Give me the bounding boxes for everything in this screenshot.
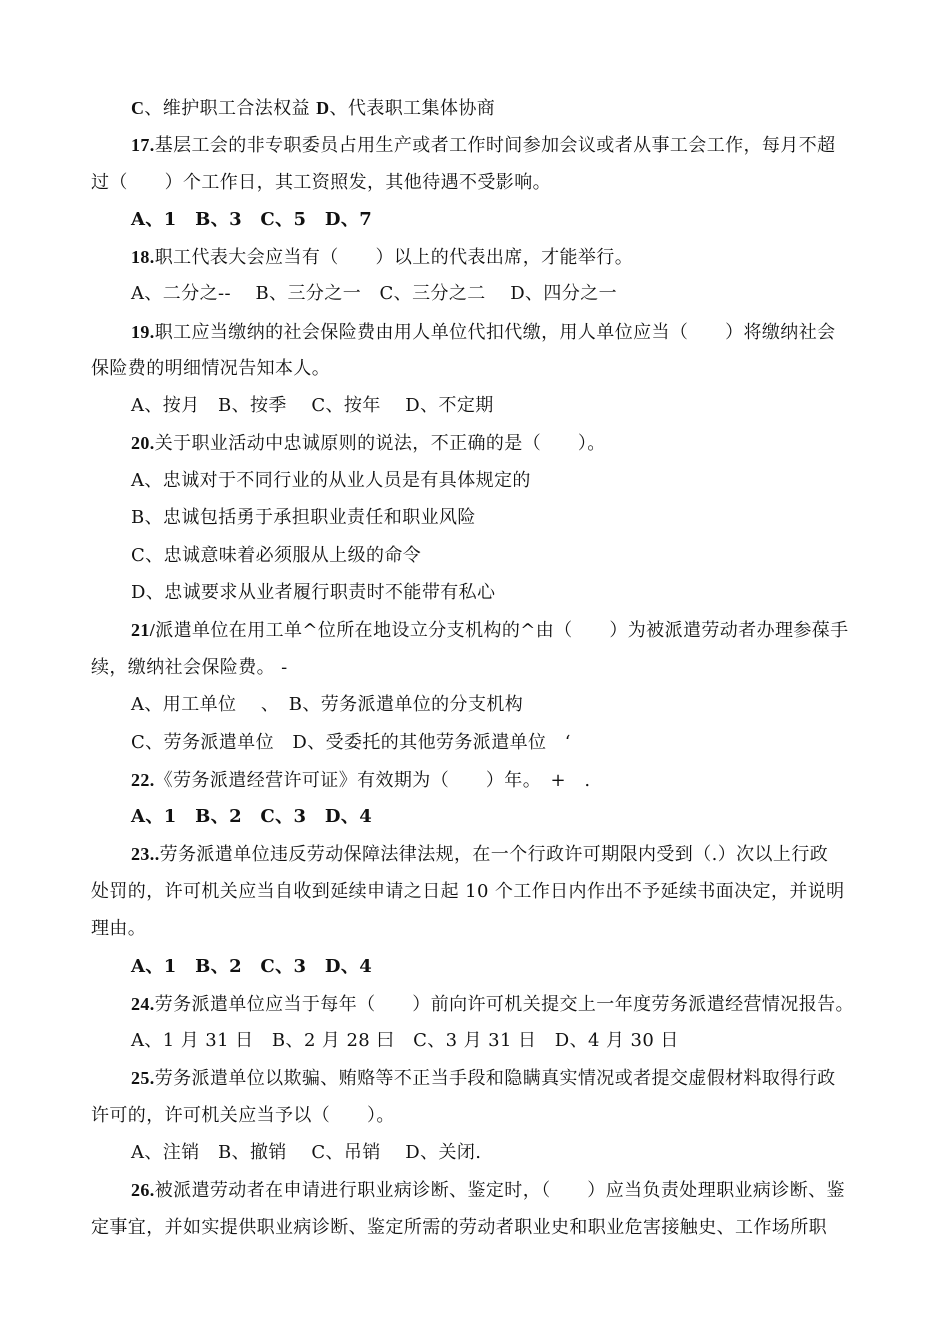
question-21 (131, 618, 849, 643)
question-18 (131, 245, 633, 270)
question-25 (131, 1066, 836, 1091)
question-19-options: A、按月 B、按季 C、按年 D、不定期 (131, 395, 494, 416)
question-number: 26. (131, 1180, 155, 1200)
question-number: 17. (131, 135, 155, 155)
option-text: 、维护职工合法权益 (144, 98, 317, 119)
question-text: 劳务派遣单位以欺骗、贿赂等不正当手段和隐瞒真实情况或者提交虚假材料取得行政 (154, 1068, 836, 1089)
question-number: 24. (131, 994, 155, 1014)
question-25-options: A、注销 B、撤销 C、吊销 D、关闭. (131, 1142, 482, 1163)
option-letter: C (131, 98, 145, 118)
question-20-option-a: A、忠诚对于不同行业的从业人员是有具体规定的 (131, 470, 531, 491)
question-number: 25. (131, 1068, 155, 1088)
question-22-options: A、1 B、2 C、3 D、4 (131, 806, 373, 827)
question-18-options: A、二分之-- B、三分之一 C、三分之二 D、四分之一 (131, 283, 618, 304)
question-text: 职工应当缴纳的社会保险费由用人单位代扣代缴，用人单位应当（ ）将缴纳社会 (154, 322, 836, 343)
question-22 (131, 768, 591, 793)
question-26-continuation: 定事宜，并如实提供职业病诊断、鉴定所需的劳动者职业史和职业危害接触史、工作场所职 (91, 1217, 827, 1238)
question-text: 关于职业活动中忠诚原则的说法，不正确的是（ ）。 (154, 433, 606, 454)
option-letter: D (316, 98, 330, 118)
question-21-options-cd: C、劳务派遣单位 D、受委托的其他劳务派遣单位 ‘ (131, 732, 571, 753)
question-23-continuation-2: 理由。 (91, 918, 147, 939)
question-24 (131, 992, 854, 1017)
question-23-continuation: 处罚的，许可机关应当自收到延续申请之日起 10 个工作日内作出不予延续书面决定，并说明 (91, 881, 845, 902)
option-text: 、代表职工集体协商 (329, 98, 496, 119)
option-line-c-d (131, 96, 495, 121)
question-text: 劳务派遣单位应当于每年（ ）前向许可机关提交上一年度劳务派遣经营情况报告。 (154, 994, 854, 1015)
question-26 (131, 1178, 845, 1203)
question-text: 劳务派遣单位违反劳动保障法律法规，在一个行政许可期限内受到（.）次以上行政 (159, 844, 829, 865)
question-number: 20. (131, 433, 155, 453)
question-17 (131, 133, 836, 158)
question-text: 职工代表大会应当有（ ）以上的代表出席，才能举行。 (154, 247, 634, 268)
question-25-continuation: 许可的，许可机关应当予以（ ）。 (91, 1105, 395, 1126)
question-text: 被派遣劳动者在申请进行职业病诊断、鉴定时，（ ）应当负责处理职业病诊断、鉴 (154, 1180, 845, 1201)
question-24-options: A、1 月 31 日 B、2 月 28 曰 C、3 月 31 日 D、4 月 30 日 (131, 1030, 679, 1051)
question-17-options: A、1 B、3 C、5 D、7 (131, 209, 373, 230)
question-20 (131, 431, 606, 456)
question-17-continuation: 过（ ）个工作日，其工资照发，其他待遇不受影响。 (91, 172, 551, 193)
question-23 (131, 842, 828, 867)
question-text: 派遣单位在用工单^位所在地设立分支机构的^由（ ）为被派遣劳动者办理参葆手 (155, 620, 849, 641)
question-number: 23.. (131, 844, 160, 864)
question-number: 19. (131, 322, 155, 342)
question-number: 21/ (131, 620, 156, 640)
question-19 (131, 320, 836, 345)
question-21-options-ab: A、用工单位 、 B、劳务派遣单位的分支机构 (131, 694, 524, 715)
question-text: 基层工会的非专职委员占用生产或者工作时间参加会议或者从事工会工作，每月不超 (154, 135, 836, 156)
question-20-option-b: B、忠诚包括勇于承担职业责任和职业风险 (131, 507, 476, 528)
question-21-continuation: 续，缴纳社会保险费。 - (91, 657, 288, 678)
question-23-options: A、1 B、2 C、3 D、4 (131, 956, 373, 977)
question-text: 《劳务派遣经营许可证》有效期为（ ）年。 + . (154, 770, 591, 791)
question-20-option-d: D、忠诚要求从业者履行职责时不能带有私心 (131, 582, 496, 603)
question-19-continuation: 保险费的明细情况告知本人。 (91, 358, 331, 379)
question-number: 22. (131, 770, 155, 790)
question-20-option-c: C、忠诚意味着必须服从上级的命令 (131, 545, 422, 566)
question-number: 18. (131, 247, 155, 267)
